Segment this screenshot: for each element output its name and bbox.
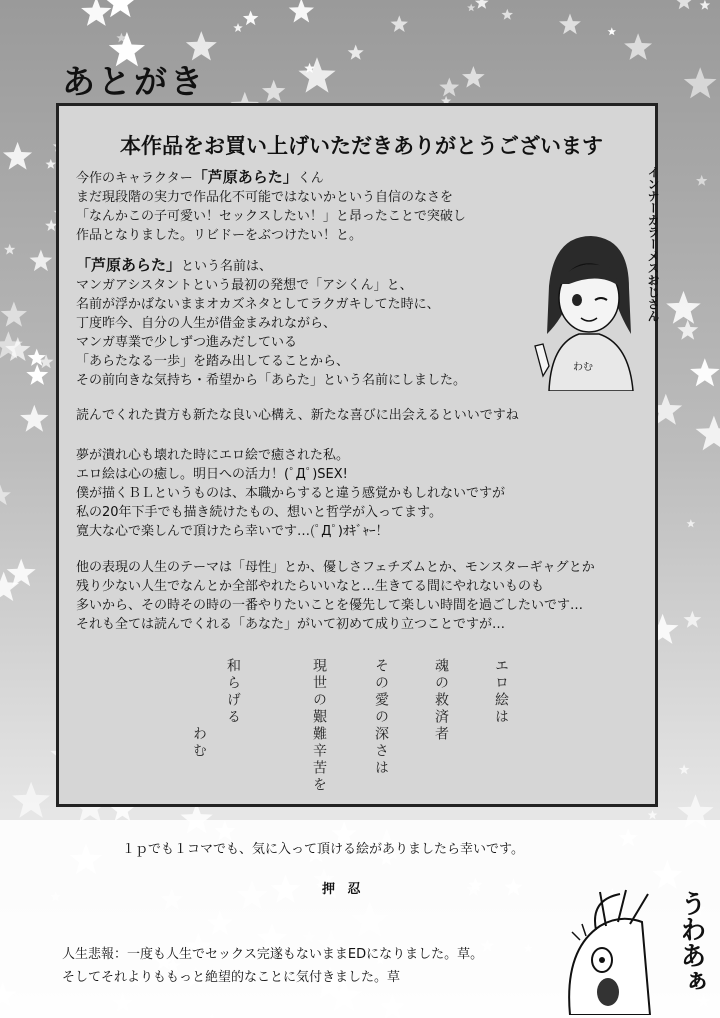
page-title: あとがき — [62, 62, 206, 101]
paragraph-line: 寛大な心で楽しんで頂けたら幸いです…(ﾟДﾟ)ｵｷﾞｬｰ！ — [76, 524, 389, 539]
character-side-note: インナーカラーメスおじさん — [646, 166, 660, 322]
footer-signature: 押 忍 — [322, 882, 365, 897]
character-name: 「芦原あらた」 — [76, 256, 182, 274]
paragraph-name-origin — [76, 256, 466, 390]
paragraph-character — [76, 168, 466, 245]
footer-thanks: １ｐでも１コマでも、気に入って頂ける絵がありましたら幸いです。 — [122, 842, 524, 857]
paragraph-line: マンガ専業で少しずつ進みだしている — [76, 335, 298, 350]
paragraph-line: 他の表現の人生のテーマは「母性」とか、優しさフェチズムとか、モンスターギャグとか — [76, 560, 595, 575]
paragraph-line: 残り少ない人生でなんとか全部やれたらいいなと…生きてる間にやれないものも — [76, 579, 545, 594]
character-name: 「芦原あらた」 — [192, 168, 298, 186]
poem-signature: わむ — [191, 726, 207, 760]
paragraph-line: 僕が描くＢＬというものは、本職からすると違う感覚かもしれないですが — [76, 486, 506, 501]
poem-line: 和らげる — [225, 658, 241, 726]
paragraph-line: まだ現段階の実力で作品化不可能ではないかという自信のなさを — [76, 190, 454, 205]
paragraph-line: 今作のキャラクター「芦原あらた」くん — [76, 168, 324, 186]
poem-line: その愛の深さは — [373, 658, 389, 777]
poem-line: 現世の艱難辛苦を — [311, 658, 327, 794]
exclamation-text: うわあぁ — [676, 890, 706, 994]
character-illustration — [529, 226, 649, 391]
paragraph-line: エロ絵は心の癒し。明日への活力！(ﾟДﾟ)SEX! — [76, 467, 348, 482]
paragraph-line: 丁度昨今、自分の人生が借金まみれながら、 — [76, 316, 337, 331]
paragraph-themes — [76, 558, 595, 634]
paragraph-line: 作品となりました。リビドーをぶつけたい！と。 — [76, 228, 363, 243]
footer-note: そしてそれよりももっと絶望的なことに気付きました。草 — [62, 970, 401, 985]
paragraph-line: 「なんかこの子可愛い！セックスしたい！」と昂ったことで突破し — [76, 209, 466, 224]
screaming-face-illustration — [560, 880, 680, 1015]
paragraph-line: 私の20年下手でも描き続けたもの、想いと哲学が入ってます。 — [76, 505, 442, 520]
paragraph-line: 「あらたなる一歩」を踏み出してることから、 — [76, 354, 350, 369]
poem-line: エロ絵は — [493, 658, 509, 726]
paragraph-line: 名前が浮かばないままオカズネタとしてラクガキしてた時に、 — [76, 297, 440, 312]
panel-heading: 本作品をお買い上げいただきありがとうございます — [120, 134, 603, 158]
paragraph-line: 多いから、その時その時の一番やりたいことを優先して楽しい時間を過ごしたいです… — [76, 598, 584, 613]
poem-line: 魂の救済者 — [433, 658, 449, 743]
paragraph-line: 夢が潰れ心も壊れた時にエロ絵で癒された私。 — [76, 448, 350, 463]
paragraph-line: その前向きな気持ち・希望から「あらた」という名前にしました。 — [76, 373, 467, 388]
paragraph-line: それも全ては読んでくれる「あなた」がいて初めて成り立つことですが… — [76, 617, 506, 632]
paragraph-line: 「芦原あらた」という名前は、 — [76, 256, 273, 274]
paragraph-healing — [76, 446, 505, 541]
footer-note: 人生悲報：一度も人生でセックス完遂もないままEDになりました。草。 — [62, 947, 484, 962]
afterword-panel — [56, 103, 658, 807]
paragraph-reader-wish: 読んでくれた貴方も新たな良い心構え、新たな喜びに出会えるといいですね — [76, 408, 519, 423]
paragraph-line: マンガアシスタントという最初の発想で「アシくん」と、 — [76, 278, 413, 293]
character-badge: わむ — [573, 362, 593, 373]
